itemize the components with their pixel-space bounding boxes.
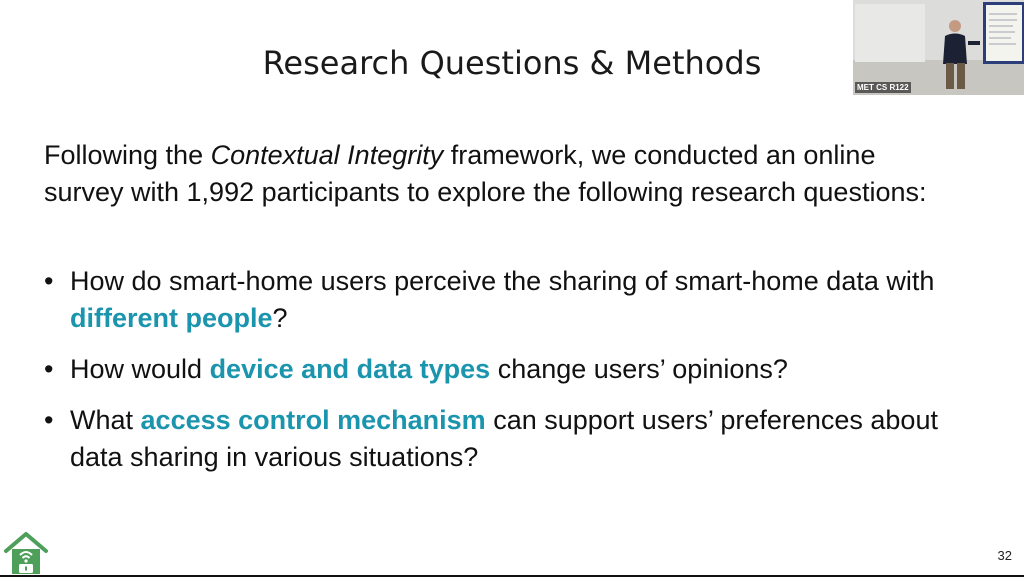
research-question-1 — [44, 263, 984, 337]
intro-emphasis: Contextual Integrity — [210, 140, 444, 170]
house-lock-icon — [3, 531, 49, 575]
question-highlight: device and data types — [209, 354, 491, 384]
smart-home-lock-logo — [3, 531, 49, 575]
research-question-2 — [44, 351, 984, 388]
question-text-after: change users’ opinions? — [490, 354, 788, 384]
research-question-3 — [44, 402, 984, 476]
slide-title: Research Questions & Methods — [262, 44, 762, 82]
question-text-after: ? — [272, 303, 288, 333]
question-highlight: different people — [70, 303, 273, 333]
intro-text-after: framework, we conducted an online survey with 1,992 participants to explore the following research questions: — [44, 140, 927, 207]
question-highlight: access control mechanism — [140, 405, 486, 435]
presenter-video-frame — [853, 0, 1024, 95]
question-text-after: can support users’ preferences about data sharing in various situations? — [70, 405, 938, 472]
page-number: 32 — [997, 548, 1012, 563]
question-text-before: How do smart-home users perceive the sharing of smart-home data with — [70, 266, 935, 296]
research-questions-list — [44, 263, 984, 476]
intro-text-before: Following the — [44, 140, 211, 170]
intro-paragraph — [44, 137, 944, 211]
room-label: MET CS R122 — [857, 83, 909, 92]
presenter-webcam-view[interactable] — [853, 0, 1024, 95]
question-text-before: How would — [70, 354, 210, 384]
question-text-before: What — [70, 405, 141, 435]
